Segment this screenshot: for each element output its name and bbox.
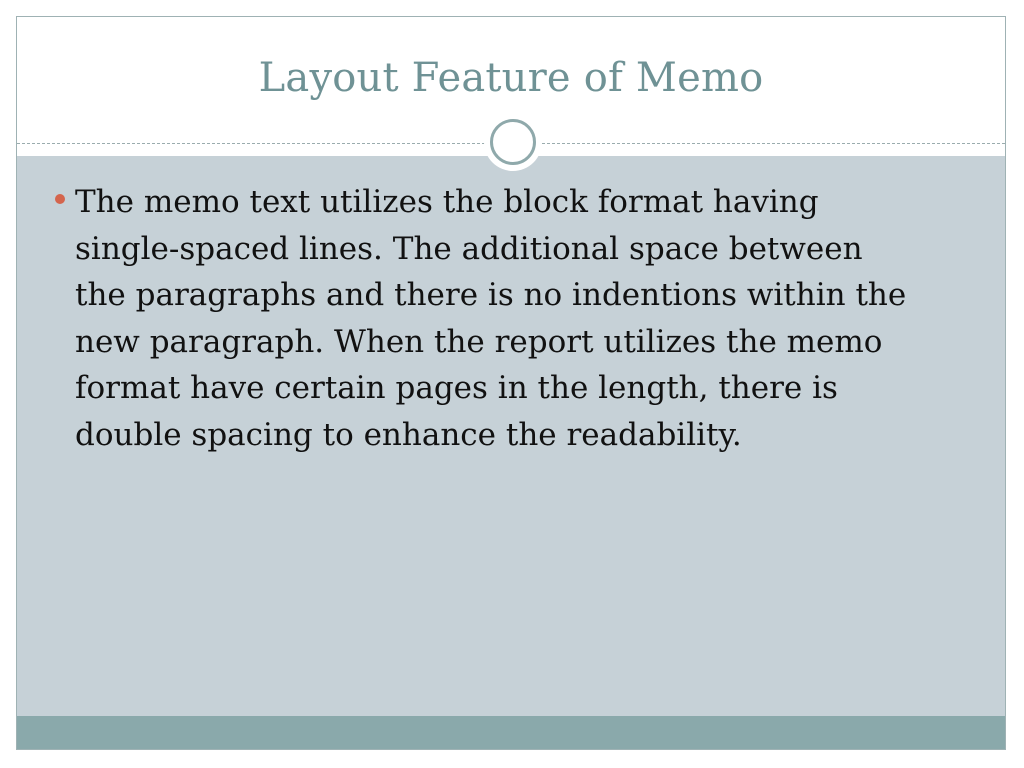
slide-title: Layout Feature of Memo bbox=[258, 55, 764, 101]
bullet-dot-icon bbox=[55, 194, 65, 204]
ring-icon bbox=[490, 119, 536, 165]
bullet-text: The memo text utilizes the block format having single-spaced lines. The additional space between the paragraphs and there is no indentions within the new paragraph. When the report utilizes the memo format have certain pages in the length, there is double spacing to enhance the readability. bbox=[75, 184, 907, 453]
footer-bar bbox=[17, 716, 1005, 750]
circle-ornament-icon bbox=[484, 113, 542, 171]
slide bbox=[16, 16, 1006, 750]
